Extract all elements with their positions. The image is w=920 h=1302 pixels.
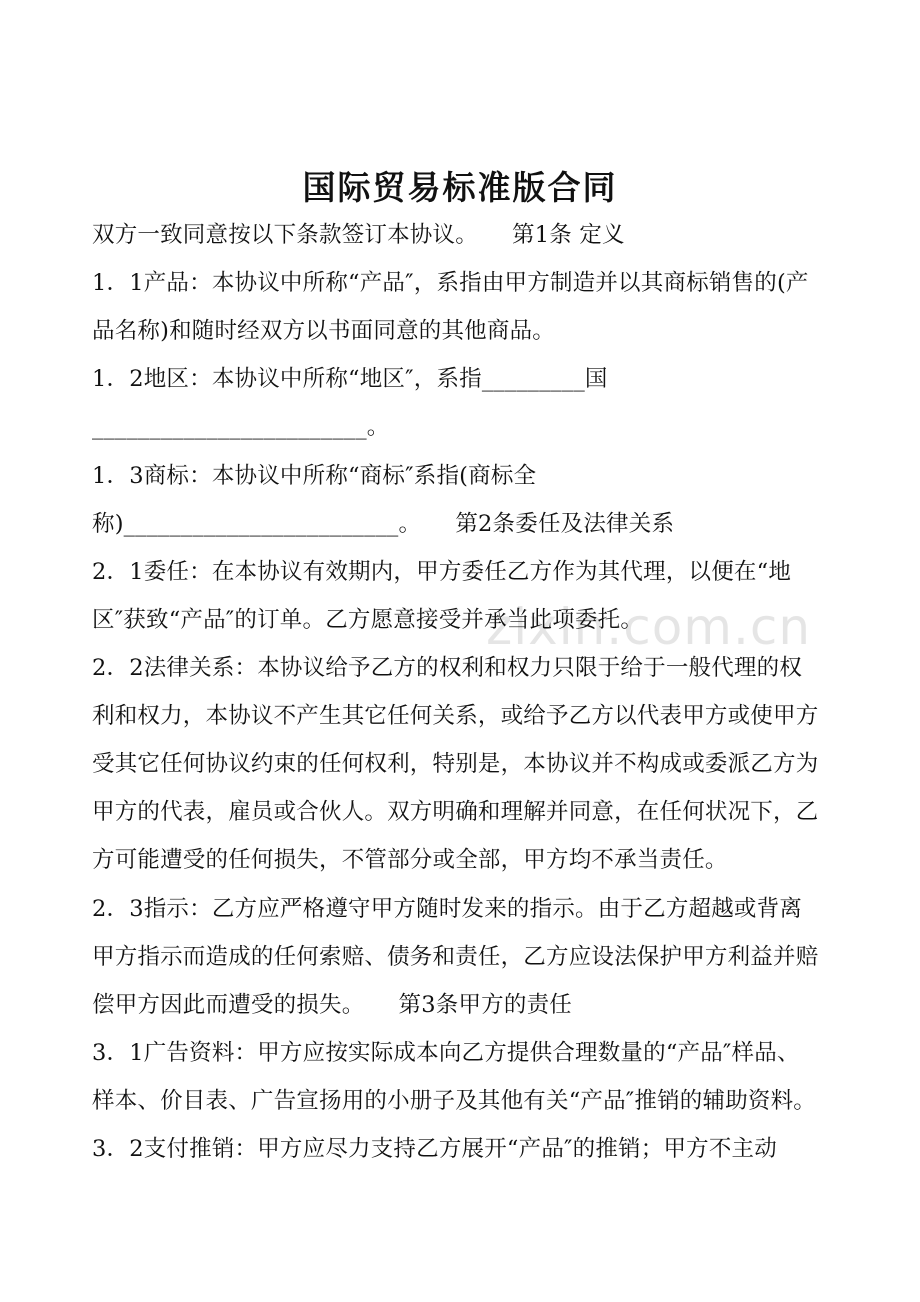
- paragraph-line: 2．1委任：在本协议有效期内，甲方委任乙方作为其代理，以便在“地: [92, 559, 792, 585]
- paragraph-line: 受其它任何协议约束的任何权利，特别是，本协议并不构成或委派乙方为: [92, 751, 819, 777]
- paragraph-line: 3．1广告资料：甲方应按实际成本向乙方提供合理数量的“产品″样品、: [92, 1040, 800, 1066]
- paragraph-line: 2．3指示：乙方应严格遵守甲方随时发来的指示。由于乙方超越或背离: [92, 896, 803, 922]
- paragraph-line: 1．3商标：本协议中所称“商标″系指(商标全: [92, 463, 537, 489]
- paragraph-line: 甲方指示而造成的任何索赔、债务和责任，乙方应设法保护甲方利益并赔: [92, 944, 819, 970]
- document-title: 国际贸易标准版合同: [302, 168, 618, 207]
- paragraph-line: 偿甲方因此而遭受的损失。 第3条甲方的责任: [92, 992, 572, 1018]
- watermark: zixin.com.cn: [486, 598, 812, 656]
- paragraph-line: 方可能遭受的任何损失，不管部分或全部，甲方均不承当责任。: [92, 847, 728, 873]
- paragraph-line: 1．1产品：本协议中所称“产品″，系指由甲方制造并以其商标销售的(产: [92, 270, 809, 296]
- paragraph-line: 称)________________________。 第2条委任及法律关系: [92, 511, 675, 537]
- paragraph-line: 样本、价目表、广告宣扬用的小册子及其他有关“产品″推销的辅助资料。: [92, 1088, 817, 1114]
- paragraph-line: 品名称)和随时经双方以书面同意的其他商品。: [92, 318, 555, 344]
- paragraph-line: 3．2支付推销：甲方应尽力支持乙方展开“产品″的推销；甲方不主动: [92, 1136, 777, 1162]
- paragraph-line: 1．2地区：本协议中所称“地区″，系指_________国: [92, 366, 608, 392]
- paragraph-line: 甲方的代表，雇员或合伙人。双方明确和理解并同意，在任何状况下，乙: [92, 799, 819, 825]
- paragraph-line: 利和权力，本协议不产生其它任何关系，或给予乙方以代表甲方或使甲方: [92, 703, 819, 729]
- paragraph-line: ________________________。: [92, 414, 390, 440]
- paragraph-line: 区″获致“产品″的订单。乙方愿意接受并承当此项委托。: [92, 607, 644, 633]
- paragraph-line: 2．2法律关系：本协议给予乙方的权利和权力只限于给于一般代理的权: [92, 655, 803, 681]
- paragraph-line: 双方一致同意按以下条款签订本协议。 第1条 定义: [92, 222, 625, 248]
